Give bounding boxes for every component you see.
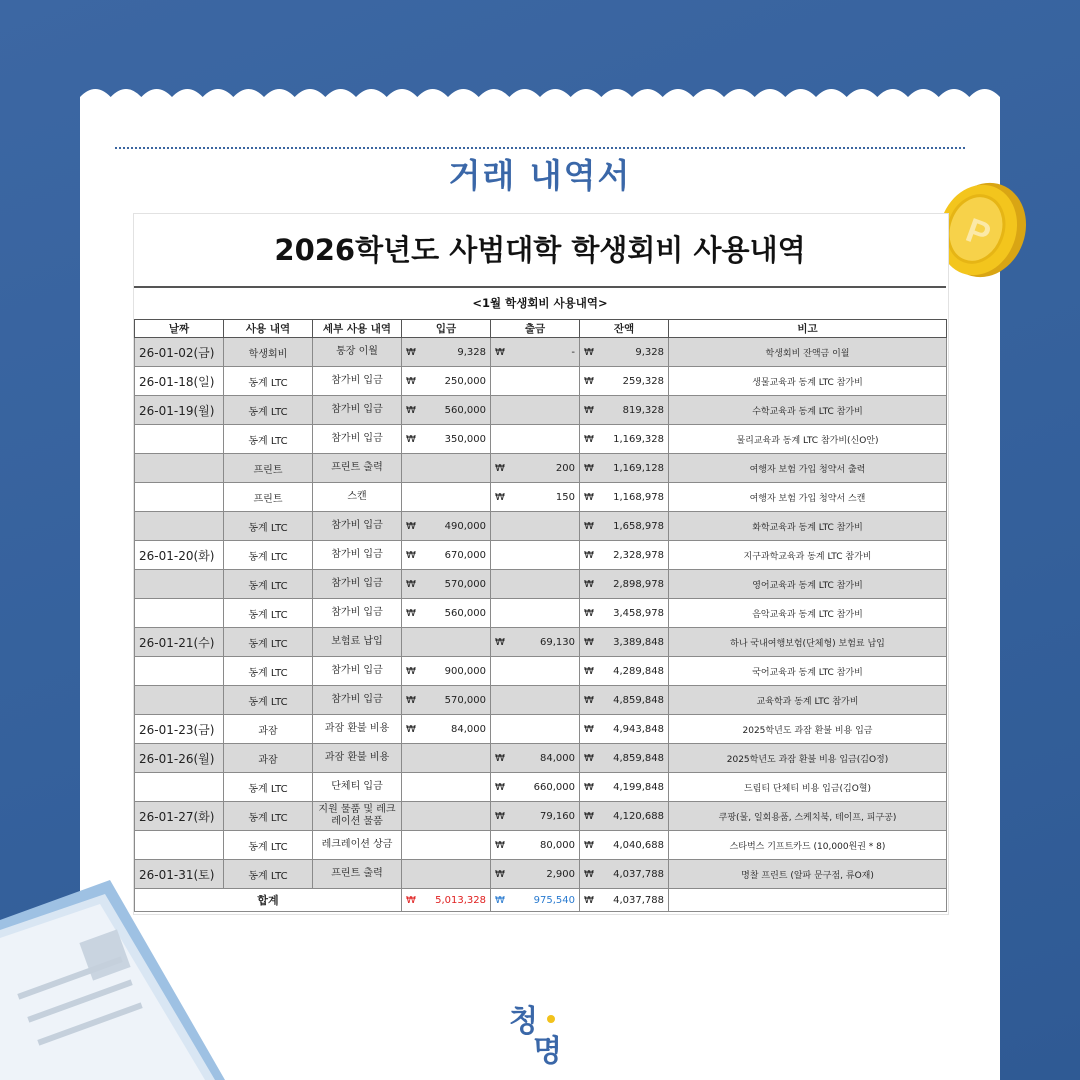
cell-withdraw: ₩ - [491, 338, 580, 367]
cell-deposit: ₩ 570,000 [402, 686, 491, 715]
cell-note: 2025학년도 과잠 환불 비용 입금 [669, 715, 947, 744]
cell-note: 학생회비 잔액금 이월 [669, 338, 947, 367]
cell-note: 영어교육과 동계 LTC 참가비 [669, 570, 947, 599]
cell-balance: ₩ 3,458,978 [580, 599, 669, 628]
cell-detail: 프린트 출력 [313, 860, 402, 889]
cell-detail: 참가비 입금 [313, 657, 402, 686]
cell-category: 동계 LTC [224, 657, 313, 686]
cell-withdraw: ₩ 200 [491, 454, 580, 483]
cell-note: 생물교육과 동계 LTC 참가비 [669, 367, 947, 396]
total-deposit: ₩ 5,013,328 [402, 889, 491, 912]
dotted-divider [115, 147, 965, 149]
cell-balance: ₩ 4,289,848 [580, 657, 669, 686]
table-header-row [135, 320, 947, 338]
cell-withdraw [491, 367, 580, 396]
cell-date: 26-01-26(월) [135, 744, 224, 773]
cell-note: 교육학과 동계 LTC 참가비 [669, 686, 947, 715]
table-row [135, 396, 947, 425]
cell-balance: ₩ 4,859,848 [580, 744, 669, 773]
cell-date: 26-01-19(월) [135, 396, 224, 425]
cell-note: 물리교육과 동계 LTC 참가비(신O안) [669, 425, 947, 454]
cell-withdraw [491, 686, 580, 715]
cell-balance: ₩ 4,199,848 [580, 773, 669, 802]
column-header: 사용 내역 [224, 320, 313, 338]
cell-category: 과잠 [224, 744, 313, 773]
table-row [135, 570, 947, 599]
spreadsheet-document [133, 213, 949, 915]
cell-withdraw [491, 570, 580, 599]
table-row [135, 831, 947, 860]
cell-deposit [402, 773, 491, 802]
total-withdraw: ₩ 975,540 [491, 889, 580, 912]
cell-note: 여행자 보험 가입 청약서 출력 [669, 454, 947, 483]
cell-balance: ₩ 1,658,978 [580, 512, 669, 541]
table-row [135, 686, 947, 715]
cell-deposit: ₩ 900,000 [402, 657, 491, 686]
cell-withdraw: ₩ 80,000 [491, 831, 580, 860]
table-row [135, 425, 947, 454]
cell-balance: ₩ 1,169,328 [580, 425, 669, 454]
table-row [135, 802, 947, 831]
cell-category: 동계 LTC [224, 570, 313, 599]
cell-date [135, 773, 224, 802]
cell-balance: ₩ 1,169,128 [580, 454, 669, 483]
cell-note: 국어교육과 동계 LTC 참가비 [669, 657, 947, 686]
cell-balance: ₩ 2,898,978 [580, 570, 669, 599]
table-row [135, 512, 947, 541]
cell-deposit [402, 483, 491, 512]
cell-withdraw: ₩ 69,130 [491, 628, 580, 657]
cell-category: 학생회비 [224, 338, 313, 367]
cell-detail: 단체티 입금 [313, 773, 402, 802]
column-header: 입금 [402, 320, 491, 338]
cell-deposit: ₩ 350,000 [402, 425, 491, 454]
cell-date [135, 454, 224, 483]
cell-date: 26-01-23(금) [135, 715, 224, 744]
total-row [135, 889, 947, 912]
total-note [669, 889, 947, 912]
cell-detail: 과잠 환불 비용 [313, 715, 402, 744]
cell-withdraw: ₩ 2,900 [491, 860, 580, 889]
page-title: 거래 내역서 [448, 156, 632, 195]
cell-date [135, 599, 224, 628]
cell-deposit [402, 454, 491, 483]
cell-detail: 과잠 환불 비용 [313, 744, 402, 773]
cell-deposit: ₩ 570,000 [402, 570, 491, 599]
table-row [135, 773, 947, 802]
cell-date: 26-01-20(화) [135, 541, 224, 570]
cell-deposit: ₩ 84,000 [402, 715, 491, 744]
cell-detail: 참가비 입금 [313, 686, 402, 715]
table-row [135, 860, 947, 889]
cell-date [135, 570, 224, 599]
cell-detail: 스캔 [313, 483, 402, 512]
cell-balance: ₩ 4,040,688 [580, 831, 669, 860]
cell-detail: 참가비 입금 [313, 570, 402, 599]
cell-deposit: ₩ 560,000 [402, 396, 491, 425]
cell-deposit: ₩ 490,000 [402, 512, 491, 541]
cell-note: 수학교육과 동계 LTC 참가비 [669, 396, 947, 425]
ledger-table [134, 319, 947, 912]
column-header: 출금 [491, 320, 580, 338]
column-header: 세부 사용 내역 [313, 320, 402, 338]
cell-detail: 레크레이션 상금 [313, 831, 402, 860]
cell-deposit: ₩ 670,000 [402, 541, 491, 570]
cell-deposit [402, 831, 491, 860]
cell-date [135, 512, 224, 541]
table-row [135, 541, 947, 570]
cell-withdraw [491, 512, 580, 541]
cell-deposit [402, 802, 491, 831]
cell-withdraw: ₩ 84,000 [491, 744, 580, 773]
cell-date [135, 657, 224, 686]
cell-detail: 프린트 출력 [313, 454, 402, 483]
cell-category: 동계 LTC [224, 599, 313, 628]
notebook-illustration [0, 880, 230, 1080]
cell-deposit [402, 744, 491, 773]
cell-deposit: ₩ 250,000 [402, 367, 491, 396]
cell-detail: 보험료 납입 [313, 628, 402, 657]
cell-category: 동계 LTC [224, 367, 313, 396]
cell-deposit: ₩ 560,000 [402, 599, 491, 628]
cell-note: 스타벅스 기프트카드 (10,000원권 * 8) [669, 831, 947, 860]
cell-detail: 참가비 입금 [313, 425, 402, 454]
cell-withdraw [491, 715, 580, 744]
cell-deposit [402, 628, 491, 657]
cell-note: 쿠팡(물, 일회용품, 스케치북, 테이프, 피구공) [669, 802, 947, 831]
cell-balance: ₩ 3,389,848 [580, 628, 669, 657]
sheet-title: 2026학년도 사범대학 학생회비 사용내역 [134, 214, 946, 288]
cell-category: 동계 LTC [224, 686, 313, 715]
cell-balance: ₩ 4,120,688 [580, 802, 669, 831]
cell-note: 지구과학교육과 동계 LTC 참가비 [669, 541, 947, 570]
cell-balance: ₩ 4,037,788 [580, 860, 669, 889]
cell-category: 동계 LTC [224, 541, 313, 570]
cell-detail: 통장 이월 [313, 338, 402, 367]
cell-date [135, 686, 224, 715]
table-row [135, 367, 947, 396]
cell-note: 여행자 보험 가입 청약서 스캔 [669, 483, 947, 512]
svg-text:청: 청 [509, 1004, 538, 1039]
total-label: 합계 [135, 889, 402, 912]
cell-category: 동계 LTC [224, 628, 313, 657]
svg-text:P: P [960, 211, 996, 255]
cell-date [135, 831, 224, 860]
cell-balance: ₩ 4,859,848 [580, 686, 669, 715]
cell-date: 26-01-31(토) [135, 860, 224, 889]
table-row [135, 599, 947, 628]
cell-balance: ₩ 1,168,978 [580, 483, 669, 512]
cell-note: 명찰 프린트 (알파 문구점, 류O재) [669, 860, 947, 889]
total-balance: ₩ 4,037,788 [580, 889, 669, 912]
cell-note: 드림티 단체티 비용 입금(김O혈) [669, 773, 947, 802]
cell-category: 동계 LTC [224, 831, 313, 860]
logo [505, 995, 575, 1065]
cell-withdraw: ₩ 150 [491, 483, 580, 512]
svg-text:명: 명 [533, 1034, 562, 1065]
table-row [135, 715, 947, 744]
cell-balance: ₩ 819,328 [580, 396, 669, 425]
cell-category: 동계 LTC [224, 396, 313, 425]
cell-withdraw [491, 425, 580, 454]
cell-withdraw [491, 541, 580, 570]
cell-deposit [402, 860, 491, 889]
table-row [135, 338, 947, 367]
cell-balance: ₩ 9,328 [580, 338, 669, 367]
cell-detail: 참가비 입금 [313, 396, 402, 425]
cell-detail: 지원 물품 및 레크레이션 물품 [313, 802, 402, 831]
cell-balance: ₩ 4,943,848 [580, 715, 669, 744]
cell-note: 화학교육과 동계 LTC 참가비 [669, 512, 947, 541]
cell-note: 2025학년도 과잠 환불 비용 입금(김O정) [669, 744, 947, 773]
cell-balance: ₩ 2,328,978 [580, 541, 669, 570]
cell-deposit: ₩ 9,328 [402, 338, 491, 367]
cell-note: 하나 국내여행보험(단체형) 보험료 납입 [669, 628, 947, 657]
cell-detail: 참가비 입금 [313, 599, 402, 628]
cell-withdraw [491, 599, 580, 628]
cell-balance: ₩ 259,328 [580, 367, 669, 396]
cell-withdraw [491, 657, 580, 686]
cell-category: 동계 LTC [224, 773, 313, 802]
cell-note: 음악교육과 동계 LTC 참가비 [669, 599, 947, 628]
cell-detail: 참가비 입금 [313, 541, 402, 570]
column-header: 잔액 [580, 320, 669, 338]
cell-category: 동계 LTC [224, 425, 313, 454]
table-row [135, 454, 947, 483]
cell-detail: 참가비 입금 [313, 512, 402, 541]
cell-category: 동계 LTC [224, 512, 313, 541]
table-row [135, 628, 947, 657]
column-header: 비고 [669, 320, 947, 338]
cell-date: 26-01-21(수) [135, 628, 224, 657]
cell-category: 과잠 [224, 715, 313, 744]
cell-date: 26-01-02(금) [135, 338, 224, 367]
column-header: 날짜 [135, 320, 224, 338]
cell-category: 프린트 [224, 483, 313, 512]
cell-detail: 참가비 입금 [313, 367, 402, 396]
cell-category: 프린트 [224, 454, 313, 483]
cell-date: 26-01-27(화) [135, 802, 224, 831]
cell-date [135, 425, 224, 454]
cell-category: 동계 LTC [224, 802, 313, 831]
cell-category: 동계 LTC [224, 860, 313, 889]
cell-date [135, 483, 224, 512]
table-row [135, 657, 947, 686]
table-row [135, 744, 947, 773]
cell-withdraw: ₩ 660,000 [491, 773, 580, 802]
cell-withdraw [491, 396, 580, 425]
cell-withdraw: ₩ 79,160 [491, 802, 580, 831]
table-row [135, 483, 947, 512]
sheet-subtitle: <1월 학생회비 사용내역> [472, 296, 608, 310]
cell-date: 26-01-18(일) [135, 367, 224, 396]
